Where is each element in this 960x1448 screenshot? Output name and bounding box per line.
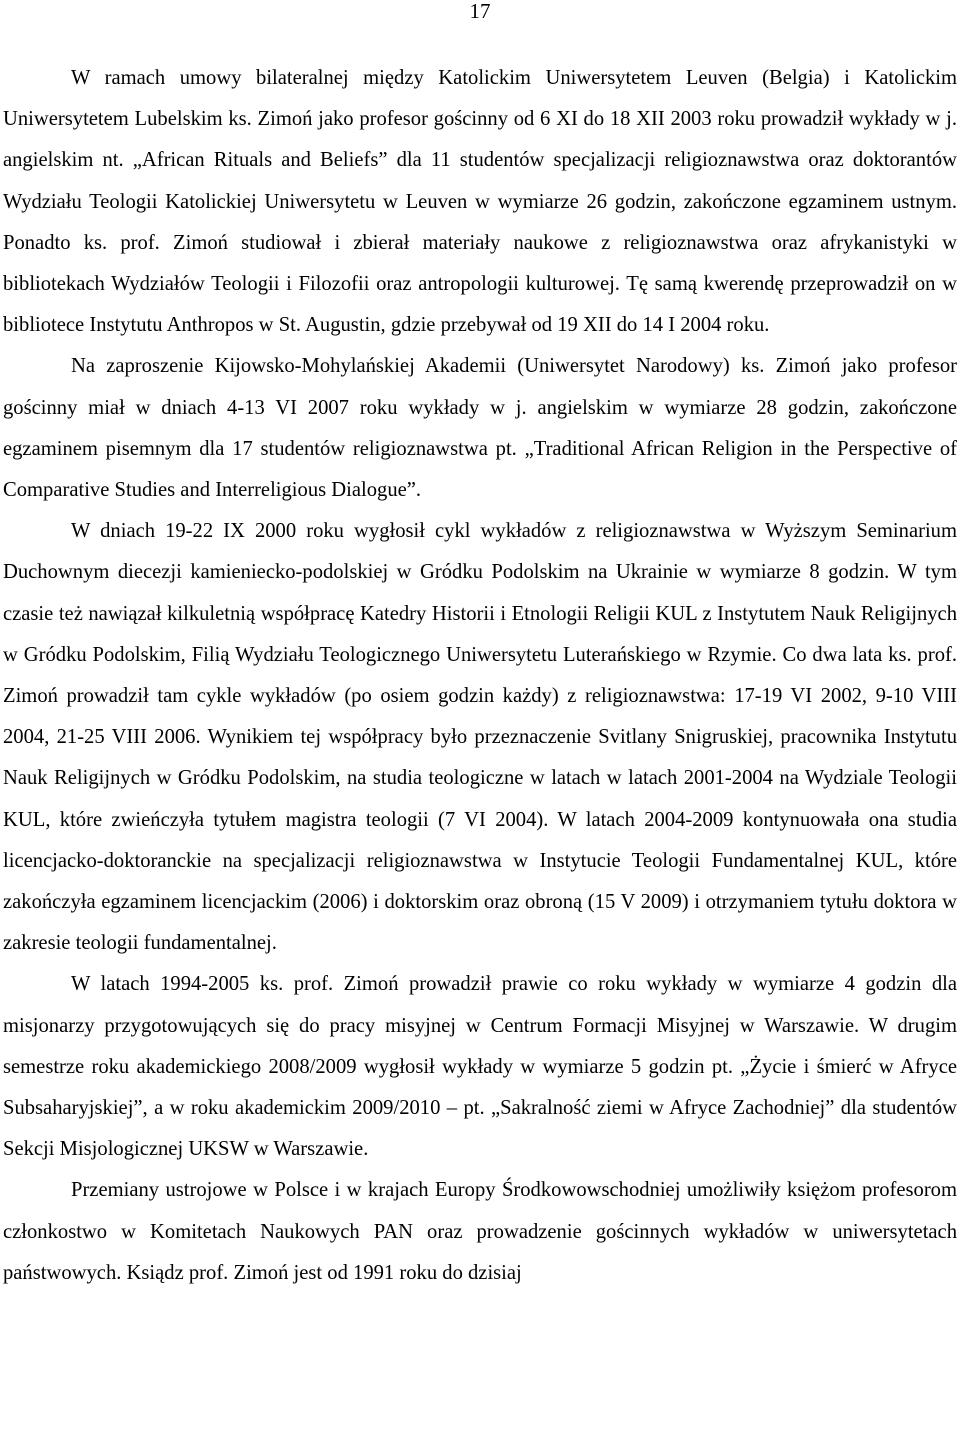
document-body <box>3 58 957 1294</box>
page-number: 17 <box>469 0 491 23</box>
paragraph-grodek: W dniach 19-22 IX 2000 roku wygłosił cykl wykładów z religioznawstwa w Wyższym Seminarium Duchownym diecezji kamieniecko-podolskiej w Gródku Podolskim na Ukrainie w wymiarze 8 godzin. W tym czasie też nawiązał kilkuletnią współpracę Katedry Historii i Etnologii Religii KUL z Instytutem Nauk Religijnych w Gródku Podolskim, Filią Wydziału Teologicznego Uniwersytetu Luterańskiego w Rzymie. Co dwa lata ks. prof. Zimoń prowadził tam cykle wykładów (po osiem godzin każdy) z religioznawstwa: 17-19 VI 2002, 9-10 VIII 2004, 21-25 VIII 2006. Wynikiem tej współpracy było przeznaczenie Svitlany Snigruskiej, pracownika Instytutu Nauk Religijnych w Gródku Podolskim, na studia teologiczne w latach w latach 2001-2004 na Wydziale Teologii KUL, które zwieńczyła tytułem magistra teologii (7 VI 2004). W latach 2004-2009 kontynuowała ona studia licencjacko-doktoranckie na specjalizacji religioznawstwa w Instytucie Teologii Fundamentalnej KUL, które zakończyła egzaminem licencjackim (2006) i doktorskim oraz obroną (15 V 2009) i otrzymaniem tytułu doktora w zakresie teologii fundamentalnej. <box>3 520 957 955</box>
paragraph-leuven: W ramach umowy bilateralnej między Katolickim Uniwersytetem Leuven (Belgia) i Katolickim Uniwersytetem Lubelskim ks. Zimoń jako profesor gościnny od 6 XI do 18 XII 2003 roku prowadził wykłady w j. angielskim nt. „African Rituals and Beliefs” dla 11 studentów specjalizacji religioznawstwa oraz doktorantów Wydziału Teologii Katolickiej Uniwersytetu w Leuven w wymiarze 26 godzin, zakończone egzaminem ustnym. Ponadto ks. prof. Zimoń studiował i zbierał materiały naukowe z religioznawstwa oraz afrykanistyki w bibliotekach Wydziałów Teologii i Filozofii oraz antropologii kulturowej. Tę samą kwerendę przeprowadził on w bibliotece Instytutu Anthropos w St. Augustin, gdzie przebywał od 19 XII do 14 I 2004 roku. <box>3 67 957 337</box>
paragraph-kyiv: Na zaproszenie Kijowsko-Mohylańskiej Akademii (Uniwersytet Narodowy) ks. Zimoń jako profesor gościnny miał w dniach 4-13 VI 2007 roku wykłady w j. angielskim w wymiarze 28 godzin, zakończone egzaminem pisemnym dla 17 studentów religioznawstwa pt. „Traditional African Religion in the Perspective of Comparative Studies and Interreligious Dialogue”. <box>3 355 957 502</box>
paragraph-pan: Przemiany ustrojowe w Polsce i w krajach Europy Środkowowschodniej umożliwiły księżom profesorom członkostwo w Komitetach Naukowych PAN oraz prowadzenie gościnnych wykładów w uniwersytetach państwowych. Ksiądz prof. Zimoń jest od 1991 roku do dzisiaj <box>3 1179 957 1284</box>
paragraph-warsaw: W latach 1994-2005 ks. prof. Zimoń prowadził prawie co roku wykłady w wymiarze 4 godzin dla misjonarzy przygotowujących się do pracy misyjnej w Centrum Formacji Misyjnej w Warszawie. W drugim semestrze roku akademickiego 2008/2009 wygłosił wykłady w wymiarze 5 godzin pt. „Życie i śmierć w Afryce Subsaharyjskiej”, a w roku akademickim 2009/2010 – pt. „Sakralność ziemi w Afryce Zachodniej” dla studentów Sekcji Misjologicznej UKSW w Warszawie. <box>3 973 957 1161</box>
